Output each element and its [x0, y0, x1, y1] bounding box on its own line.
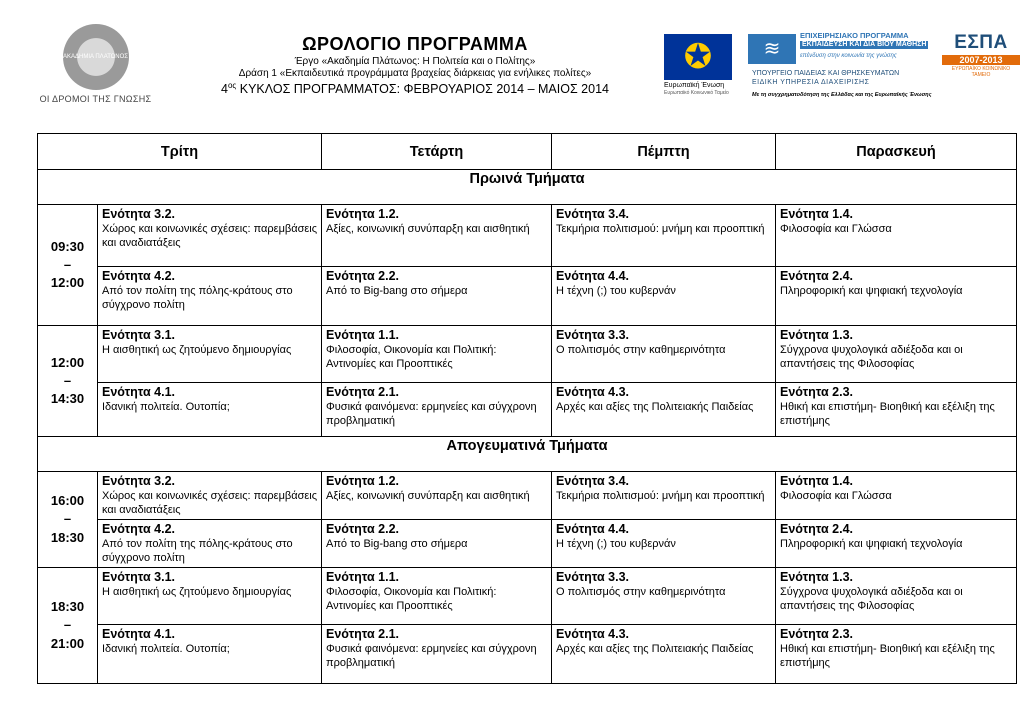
session-cell — [776, 267, 1017, 326]
unit-description: Ιδανική πολιτεία. Ουτοπία; — [102, 401, 230, 414]
unit-description: Φυσικά φαινόμενα: ερμηνείες και σύγχρονη προβληματική — [326, 643, 537, 670]
unit-title: Ενότητα 3.3. — [556, 570, 630, 584]
unit-description: Από το Big-bang στο σήμερα — [326, 285, 468, 298]
session-cell — [322, 472, 552, 520]
eu-caption: Ευρωπαϊκή Ένωση — [664, 82, 725, 89]
session-cell — [98, 472, 322, 520]
unit-description: Πληροφορική και ψηφιακή τεχνολογία — [780, 538, 963, 551]
eu-subcaption: Ευρωπαϊκό Κοινωνικό Ταμείο — [664, 89, 729, 96]
unit-description: Χώρος και κοινωνικές σχέσεις: παρεμβάσεις και αναδιατάξεις — [102, 223, 318, 250]
unit-description: Σύγχρονα ψυχολογικά αδιέξοδα και οι απαντήσεις της Φιλοσοφίας — [780, 344, 963, 371]
session-cell — [776, 520, 1017, 568]
unit-title: Ενότητα 3.2. — [102, 207, 176, 221]
espa-name: ΕΣΠΑ — [954, 32, 1008, 53]
session-cell — [776, 472, 1017, 520]
session-cell — [776, 625, 1017, 684]
session-cell — [552, 625, 776, 684]
unit-title: Ενότητα 2.2. — [326, 522, 400, 536]
section-afternoon: Απογευματινά Τμήματα — [38, 437, 1017, 472]
unit-description: Τεκμήρια πολιτισμού: μνήμη και προοπτική — [556, 223, 765, 236]
op-line-3: επένδυση στην κοινωνία της γνώσης — [800, 53, 897, 59]
section-row-afternoon — [38, 437, 1017, 472]
table-row — [38, 205, 1017, 267]
unit-title: Ενότητα 4.1. — [102, 627, 176, 641]
unit-title: Ενότητα 3.1. — [102, 328, 176, 342]
op-line-6: Με τη συγχρηματοδότηση της Ελλάδας και της Ευρωπαϊκής Ένωσης — [752, 92, 932, 98]
op-line-4: ΥΠΟΥΡΓΕΙΟ ΠΑΙΔΕΙΑΣ ΚΑΙ ΘΡΗΣΚΕΥΜΑΤΩΝ — [752, 70, 900, 77]
unit-description: Η τέχνη (;) του κυβερνάν — [556, 285, 676, 298]
unit-description: Τεκμήρια πολιτισμού: μνήμη και προοπτική — [556, 490, 765, 503]
unit-title: Ενότητα 2.1. — [326, 385, 400, 399]
cycle-number: 4 — [221, 82, 228, 97]
session-cell — [552, 383, 776, 437]
unit-title: Ενότητα 4.1. — [102, 385, 176, 399]
session-cell — [322, 383, 552, 437]
session-cell — [98, 383, 322, 437]
op-line-2: ΕΚΠΑΙΔΕΥΣΗ ΚΑΙ ΔΙΑ ΒΙΟΥ ΜΑΘΗΣΗ — [802, 41, 927, 48]
unit-title: Ενότητα 4.4. — [556, 269, 630, 283]
table-row — [38, 568, 1017, 625]
action-line: Δράση 1 «Εκπαιδευτικά προγράμματα βραχείας διάρκειας για ενήλικες πολίτες» — [238, 68, 592, 79]
unit-description: Πληροφορική και ψηφιακή τεχνολογία — [780, 285, 963, 298]
eu-flag-icon: ✪ — [664, 34, 732, 80]
unit-description: Η αισθητική ως ζητούμενο δημιουργίας — [102, 344, 292, 357]
time-slot-1: 09:30 – 12:00 — [38, 205, 98, 326]
table-row — [38, 326, 1017, 383]
unit-description: Φιλοσοφία και Γλώσσα — [780, 223, 892, 236]
unit-description: Από το Big-bang στο σήμερα — [326, 538, 468, 551]
unit-title: Ενότητα 1.4. — [780, 207, 854, 221]
unit-description: Φιλοσοφία, Οικονομία και Πολιτική: Αντινομίες και Προοπτικές — [326, 586, 497, 613]
time-slot-3: 16:00 – 18:30 — [38, 472, 98, 568]
session-cell — [322, 267, 552, 326]
table-row — [38, 383, 1017, 437]
unit-title: Ενότητα 1.1. — [326, 328, 400, 342]
day-header-row — [38, 134, 1017, 170]
unit-description: Από τον πολίτη της πόλης-κράτους στο σύγχρονο πολίτη — [102, 538, 293, 565]
time-slot-2: 12:00 – 14:30 — [38, 326, 98, 437]
session-cell — [322, 568, 552, 625]
session-cell — [98, 520, 322, 568]
day-header-friday: Παρασκευή — [776, 134, 1017, 170]
project-line: Έργο «Ακαδημία Πλάτωνος: Η Πολιτεία και ο Πολίτης» — [294, 56, 536, 67]
espa-years: 2007-2013 — [942, 55, 1020, 65]
session-cell — [322, 326, 552, 383]
unit-description: Σύγχρονα ψυχολογικά αδιέξοδα και οι απαντήσεις της Φιλοσοφίας — [780, 586, 963, 613]
op-logo — [748, 32, 938, 106]
unit-title: Ενότητα 2.1. — [326, 627, 400, 641]
unit-title: Ενότητα 4.2. — [102, 269, 176, 283]
op-line-1: ΕΠΙΧΕΙΡΗΣΙΑΚΟ ΠΡΟΓΡΑΜΜΑ — [800, 31, 909, 40]
unit-title: Ενότητα 4.3. — [556, 627, 630, 641]
unit-description: Ηθική και επιστήμη- Βιοηθική και εξέλιξη της επιστήμης — [780, 643, 995, 670]
session-cell — [776, 383, 1017, 437]
op-book-icon: ≋ — [748, 34, 796, 64]
unit-title: Ενότητα 2.3. — [780, 385, 854, 399]
unit-description: Αξίες, κοινωνική συνύπαρξη και αισθητική — [326, 490, 530, 503]
unit-description: Αξίες, κοινωνική συνύπαρξη και αισθητική — [326, 223, 530, 236]
unit-description: Από τον πολίτη της πόλης-κράτους στο σύγχρονο πολίτη — [102, 285, 293, 312]
unit-description: Φυσικά φαινόμενα: ερμηνείες και σύγχρονη προβληματική — [326, 401, 537, 428]
unit-title: Ενότητα 1.2. — [326, 474, 400, 488]
unit-description: Αρχές και αξίες της Πολιτειακής Παιδείας — [556, 643, 754, 656]
espa-logo — [942, 32, 1020, 82]
unit-title: Ενότητα 1.2. — [326, 207, 400, 221]
unit-title: Ενότητα 1.3. — [780, 328, 854, 342]
unit-description: Χώρος και κοινωνικές σχέσεις: παρεμβάσεις και αναδιατάξεις — [102, 490, 318, 517]
session-cell — [776, 568, 1017, 625]
table-row — [38, 472, 1017, 520]
unit-title: Ενότητα 2.4. — [780, 269, 854, 283]
document-header — [160, 34, 670, 96]
session-cell — [98, 625, 322, 684]
cycle-line — [160, 81, 670, 96]
session-cell — [552, 326, 776, 383]
academy-tagline: ΟΙ ΔΡΟΜΟΙ ΤΗΣ ΓΝΩΣΗΣ — [39, 94, 152, 104]
unit-description: Ηθική και επιστήμη- Βιοηθική και εξέλιξη της επιστήμης — [780, 401, 995, 428]
unit-title: Ενότητα 3.1. — [102, 570, 176, 584]
session-cell — [552, 205, 776, 267]
unit-description: Αρχές και αξίες της Πολιτειακής Παιδείας — [556, 401, 754, 414]
unit-title: Ενότητα 1.1. — [326, 570, 400, 584]
session-cell — [776, 326, 1017, 383]
table-row — [38, 520, 1017, 568]
eu-logo — [664, 34, 736, 102]
unit-description: Ο πολιτισμός στην καθημερινότητα — [556, 344, 726, 357]
unit-description: Ο πολιτισμός στην καθημερινότητα — [556, 586, 726, 599]
academy-seal-icon: ΑΚΑΔΗΜΙΑ ΠΛΑΤΩΝΟΣ — [63, 24, 129, 90]
session-cell — [552, 267, 776, 326]
table-row — [38, 267, 1017, 326]
schedule-table — [37, 133, 1017, 684]
session-cell — [552, 568, 776, 625]
day-header-tuesday: Τρίτη — [38, 134, 322, 170]
unit-title: Ενότητα 2.3. — [780, 627, 854, 641]
unit-title: Ενότητα 3.4. — [556, 474, 630, 488]
unit-description: Η αισθητική ως ζητούμενο δημιουργίας — [102, 586, 292, 599]
cycle-suffix: ος — [227, 81, 237, 90]
cycle-text: ΚΥΚΛΟΣ ΠΡΟΓΡΑΜΜΑΤΟΣ: ΦΕΒΡΟΥΑΡΙΟΣ 2014 – ΜΑΙΟΣ 2014 — [239, 82, 609, 97]
page-title: ΩΡΟΛΟΓΙΟ ΠΡΟΓΡΑΜΜΑ — [302, 34, 528, 54]
unit-title: Ενότητα 2.4. — [780, 522, 854, 536]
session-cell — [322, 520, 552, 568]
unit-description: Φιλοσοφία και Γλώσσα — [780, 490, 892, 503]
unit-title: Ενότητα 1.4. — [780, 474, 854, 488]
session-cell — [552, 520, 776, 568]
session-cell — [98, 205, 322, 267]
session-cell — [322, 625, 552, 684]
day-header-wednesday: Τετάρτη — [322, 134, 552, 170]
espa-sub: ΕΥΡΩΠΑΪΚΟ ΚΟΙΝΩΝΙΚΟ ΤΑΜΕΙΟ — [951, 66, 1011, 78]
session-cell — [322, 205, 552, 267]
time-slot-4: 18:30 – 21:00 — [38, 568, 98, 684]
session-cell — [98, 568, 322, 625]
session-cell — [552, 472, 776, 520]
unit-title: Ενότητα 3.4. — [556, 207, 630, 221]
table-row — [38, 625, 1017, 684]
section-row-morning — [38, 170, 1017, 205]
unit-title: Ενότητα 4.4. — [556, 522, 630, 536]
unit-title: Ενότητα 2.2. — [326, 269, 400, 283]
unit-description: Ιδανική πολιτεία. Ουτοπία; — [102, 643, 230, 656]
unit-title: Ενότητα 4.2. — [102, 522, 176, 536]
session-cell — [98, 326, 322, 383]
unit-description: Η τέχνη (;) του κυβερνάν — [556, 538, 676, 551]
session-cell — [776, 205, 1017, 267]
unit-description: Φιλοσοφία, Οικονομία και Πολιτική: Αντινομίες και Προοπτικές — [326, 344, 497, 371]
unit-title: Ενότητα 3.3. — [556, 328, 630, 342]
session-cell — [98, 267, 322, 326]
day-header-thursday: Πέμπτη — [552, 134, 776, 170]
unit-title: Ενότητα 1.3. — [780, 570, 854, 584]
op-line-5: ΕΙΔΙΚΗ ΥΠΗΡΕΣΙΑ ΔΙΑΧΕΙΡΙΣΗΣ — [752, 79, 870, 86]
academy-logo — [38, 20, 153, 110]
unit-title: Ενότητα 4.3. — [556, 385, 630, 399]
section-morning: Πρωινά Τμήματα — [38, 170, 1017, 205]
unit-title: Ενότητα 3.2. — [102, 474, 176, 488]
